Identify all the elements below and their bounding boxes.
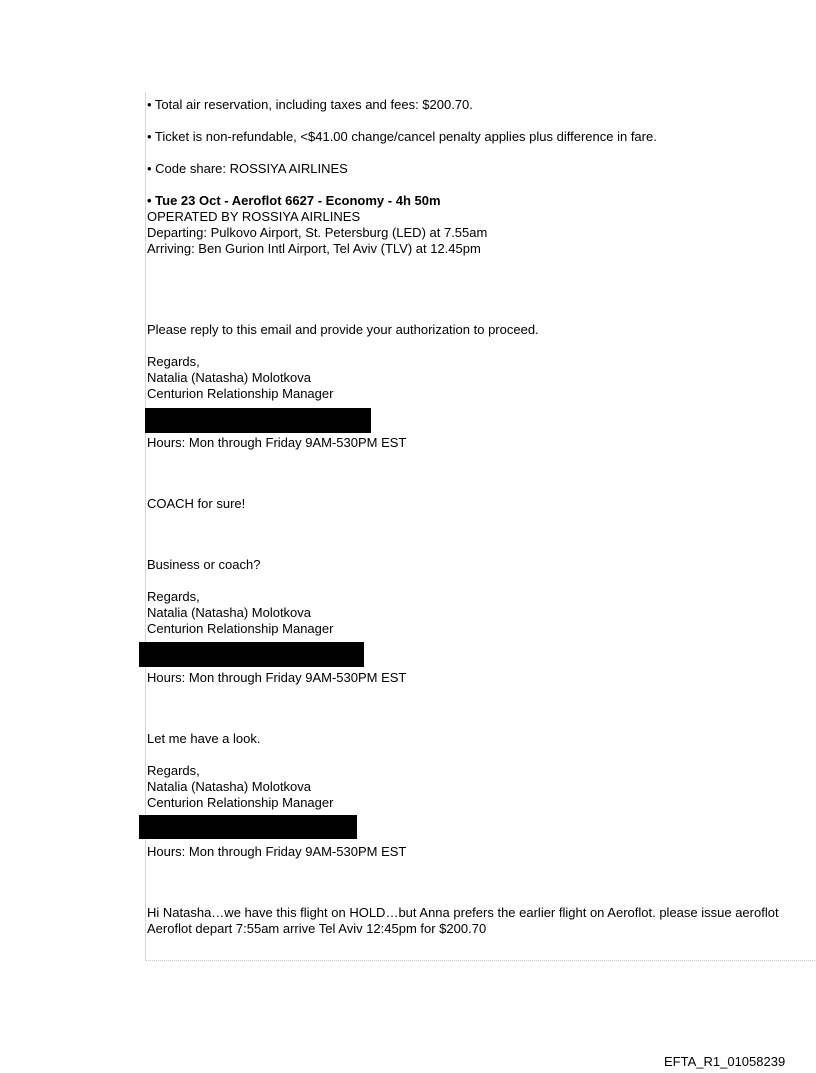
flight-departing: Departing: Pulkovo Airport, St. Petersburg (LED) at 7.55am <box>147 225 488 240</box>
signature-2-name: Natalia (Natasha) Molotkova <box>147 605 312 620</box>
signature-1-hours: Hours: Mon through Friday 9AM-530PM EST <box>147 435 407 450</box>
document-id: EFTA_R1_01058239 <box>664 1054 786 1069</box>
message-5-line-2: Aeroflot depart 7:55am arrive Tel Aviv 12:45pm for $200.70 <box>147 921 487 936</box>
signature-3-hours: Hours: Mon through Friday 9AM-530PM EST <box>147 844 407 859</box>
message-4-body: Let me have a look. <box>147 731 261 746</box>
signature-2-regards: Regards, <box>147 589 200 604</box>
message-1-body: Please reply to this email and provide your authorization to proceed. <box>147 322 539 337</box>
signature-3-name: Natalia (Natasha) Molotkova <box>147 779 312 794</box>
signature-1-name: Natalia (Natasha) Molotkova <box>147 370 312 385</box>
signature-1-role: Centurion Relationship Manager <box>147 386 334 401</box>
message-3-body: Business or coach? <box>147 557 261 572</box>
redaction-box <box>139 642 364 667</box>
signature-3-role: Centurion Relationship Manager <box>147 795 334 810</box>
signature-3-regards: Regards, <box>147 763 200 778</box>
message-5-line-1: Hi Natasha…we have this flight on HOLD…but Anna prefers the earlier flight on Aeroflot. please issue aeroflot <box>147 905 779 920</box>
redaction-box <box>145 408 371 433</box>
flight-arriving: Arriving: Ben Gurion Intl Airport, Tel Aviv (TLV) at 12.45pm <box>147 241 481 256</box>
redaction-box <box>139 815 357 839</box>
signature-2-hours: Hours: Mon through Friday 9AM-530PM EST <box>147 670 407 685</box>
message-2-body: COACH for sure! <box>147 496 246 511</box>
itinerary-code-share: • Code share: ROSSIYA AIRLINES <box>147 161 348 176</box>
flight-header: • Tue 23 Oct - Aeroflot 6627 - Economy - 4h 50m <box>147 193 441 208</box>
signature-1-regards: Regards, <box>147 354 200 369</box>
itinerary-total: • Total air reservation, including taxes and fees: $200.70. <box>147 97 473 112</box>
itinerary-ticket-policy: • Ticket is non-refundable, <$41.00 change/cancel penalty applies plus difference in fare. <box>147 129 657 144</box>
flight-operated-by: OPERATED BY ROSSIYA AIRLINES <box>147 209 361 224</box>
signature-2-role: Centurion Relationship Manager <box>147 621 334 636</box>
